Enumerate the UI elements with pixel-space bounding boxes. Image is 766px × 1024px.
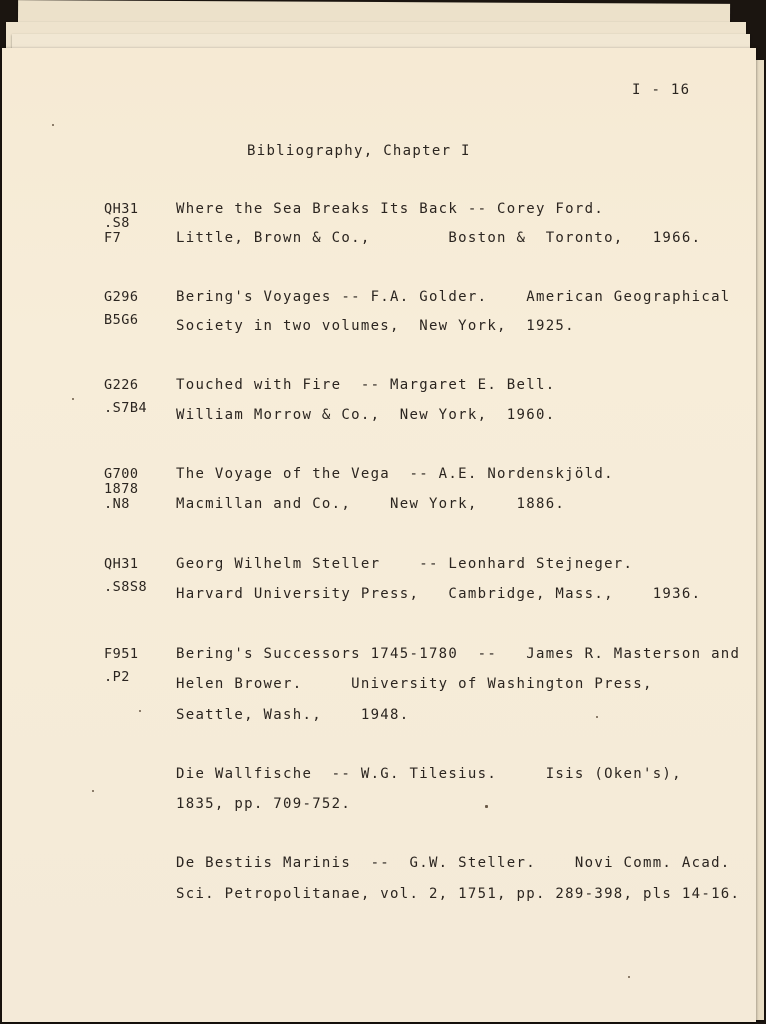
- citation-line: The Voyage of the Vega -- A.E. Nordenskjöld.: [176, 466, 614, 482]
- paper-speck: [628, 976, 630, 978]
- citation-line: Helen Brower. University of Washington Press,: [176, 676, 653, 692]
- citation-line: Where the Sea Breaks Its Back -- Corey Ford.: [176, 201, 605, 217]
- call-number: .N8: [104, 496, 130, 512]
- citation-line: Harvard University Press, Cambridge, Mass., 1936.: [176, 586, 702, 602]
- citation-line: Touched with Fire -- Margaret E. Bell.: [176, 377, 556, 393]
- paper-speck: [72, 398, 74, 400]
- call-number: .S7B4: [104, 400, 148, 416]
- citation-line: Bering's Voyages -- F.A. Golder. American Geographical: [176, 289, 731, 305]
- citation-line: Die Wallfische -- W.G. Tilesius. Isis (Oken's),: [176, 766, 682, 782]
- citation-line: Georg Wilhelm Steller -- Leonhard Stejneger.: [176, 556, 634, 572]
- call-number: B5G6: [104, 312, 139, 328]
- paper-speck: [596, 716, 598, 718]
- paper-speck: [52, 124, 54, 126]
- call-number: .S8: [104, 215, 130, 231]
- call-number: F951: [104, 646, 139, 662]
- page-title: Bibliography, Chapter I: [247, 143, 471, 159]
- page-number: I - 16: [632, 82, 691, 98]
- call-number: G296: [104, 289, 139, 305]
- document-page: [2, 48, 756, 1022]
- paper-speck: [92, 790, 94, 792]
- citation-line: Sci. Petropolitanae, vol. 2, 1751, pp. 289-398, pls 14-16.: [176, 886, 741, 902]
- call-number: G226: [104, 377, 139, 393]
- citation-line: Macmillan and Co., New York, 1886.: [176, 496, 566, 512]
- call-number: .S8S8: [104, 579, 148, 595]
- citation-line: Little, Brown & Co., Boston & Toronto, 1966.: [176, 230, 702, 246]
- call-number: G700: [104, 466, 139, 482]
- paper-speck: [485, 805, 488, 808]
- call-number: 1878: [104, 481, 139, 497]
- citation-line: Seattle, Wash., 1948.: [176, 707, 410, 723]
- citation-line: De Bestiis Marinis -- G.W. Steller. Novi Comm. Acad.: [176, 855, 731, 871]
- call-number: QH31: [104, 556, 139, 572]
- call-number: .P2: [104, 669, 130, 685]
- call-number: F7: [104, 230, 122, 246]
- citation-line: William Morrow & Co., New York, 1960.: [176, 407, 556, 423]
- citation-line: Bering's Successors 1745-1780 -- James R. Masterson and: [176, 646, 741, 662]
- call-number: QH31: [104, 201, 139, 217]
- citation-line: 1835, pp. 709-752.: [176, 796, 352, 812]
- citation-line: Society in two volumes, New York, 1925.: [176, 318, 575, 334]
- paper-speck: [139, 710, 141, 712]
